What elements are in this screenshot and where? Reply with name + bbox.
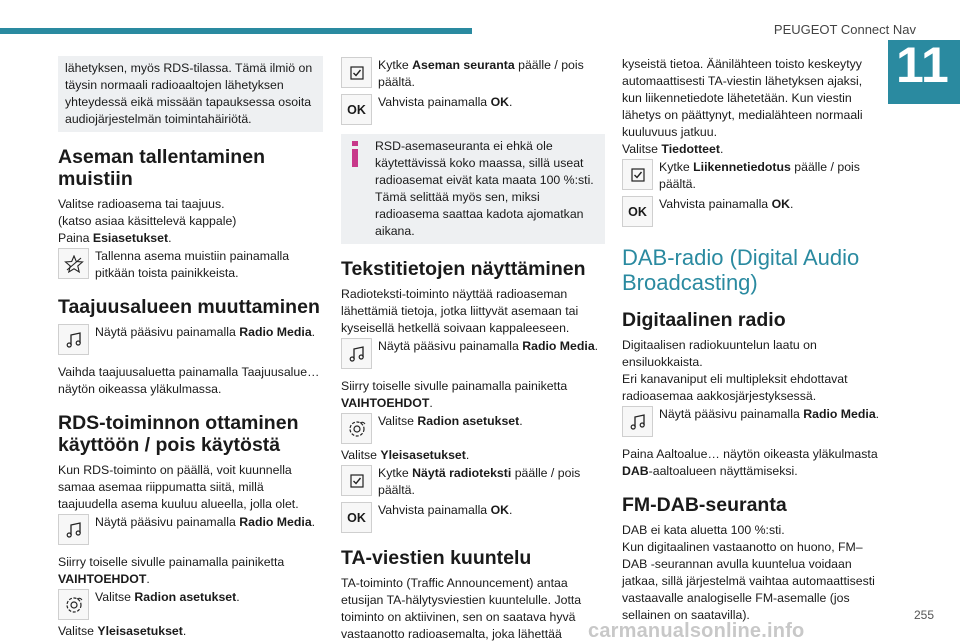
instruction-row	[58, 248, 323, 282]
paragraph: Valitse Tiedotteet.	[622, 142, 724, 156]
paragraph: Eri kanavaniput eli multipleksit ehdottavat radioasemaa aakkosjärjestyksessä.	[622, 372, 848, 403]
instruction-row	[58, 324, 323, 355]
instruction-row	[341, 502, 605, 533]
instruction-row	[341, 94, 605, 125]
toggle-icon	[622, 159, 653, 190]
ok-button-icon: OK	[341, 502, 372, 533]
instruction-text: Näytä pääsivu painamalla Radio Media.	[95, 515, 316, 529]
info-note-text: RSD-asemaseuranta ei ehkä ole käytettävissä koko maassa, sillä useat radioasemat eivät kata maata 100 %:sti. Tämä selittää myös sen, miksi radioasema saattaa kadota ajomatkan aikana.	[375, 139, 594, 238]
music-note-icon	[58, 514, 89, 545]
heading-dab-radio: DAB-radio (Digital Audio Broadcasting)	[622, 245, 860, 295]
paragraph: (katso asiaa käsittelevä kappale)	[58, 214, 237, 228]
heading-text-info: Tekstitietojen näyttäminen	[341, 258, 586, 280]
paragraph: DAB ei kata aluetta 100 %:sti.	[622, 523, 785, 537]
heading-rds: RDS-toiminnon ottaminen käyttöön / pois käytöstä	[58, 412, 299, 456]
instruction-text: Vahvista painamalla OK.	[659, 197, 794, 211]
music-note-icon	[622, 406, 653, 437]
info-note-box	[341, 134, 605, 244]
paragraph: TA-toiminto (Traffic Announcement) antaa etusijan TA-hälytysviestien kuuntelulle. Jotta toiminto on aktiivinen, sen on saatava hyvä vastaanotto radioasemalta, joka lähettää	[341, 576, 582, 641]
paragraph: kyseistä tietoa. Äänilähteen toisto keskeytyy automaattisesti TA-viestin lähetyksen ajaksi, kun liikennetiedote lähetetään. Kun viestin lähetys on päättynyt, medialähteen normaali kuuluvuus jatkuu.	[622, 57, 863, 139]
instruction-row	[58, 589, 323, 620]
radio-settings-icon	[58, 589, 89, 620]
watermark: carmanualsonline.info	[588, 620, 805, 642]
paragraph: Kun digitaalinen vastaanotto on huono, FM–DAB -seurannan avulla kuuntelua voidaan jatkaa, sillä järjestelmä vaihtaa automaattisesti vastaavalle analogiselle FM-asemalle (jos sellainen on saatavilla).	[622, 540, 875, 622]
instruction-row	[622, 159, 884, 193]
chapter-number: 11	[896, 37, 949, 93]
header-accent-bar	[0, 28, 472, 34]
paragraph: Paina Esiasetukset.	[58, 231, 172, 245]
paragraph: Paina Aaltoalue… näytön oikeasta yläkulmasta DAB-aaltoalueen näyttämiseksi.	[622, 447, 878, 478]
column-1	[58, 56, 323, 640]
ok-button-icon: OK	[341, 94, 372, 125]
heading-ta-messages: TA-viestien kuuntelu	[341, 547, 532, 569]
instruction-text: Kytke Näytä radioteksti päälle / pois päältä.	[378, 466, 581, 497]
instruction-text: Valitse Radion asetukset.	[378, 414, 523, 428]
music-note-icon	[341, 338, 372, 369]
toggle-icon	[341, 465, 372, 496]
paragraph: Radioteksti-toiminto näyttää radioaseman lähettämiä tietoja, jotka liittyvät asemaan tai kyseisellä hetkellä soivaan kappaleeseen.	[341, 287, 579, 335]
note-box	[58, 56, 323, 132]
star-save-icon	[58, 248, 89, 279]
note-text: lähetyksen, myös RDS-tilassa. Tämä ilmiö on täysin normaali radioaaltojen lähetyksen yhteydessä eikä missään tapauksessa osoita audiojärjestelmän toimintahäiriötä.	[65, 61, 313, 126]
instruction-text: Vahvista painamalla OK.	[378, 95, 513, 109]
heading-save-station: Aseman tallentaminen muistiin	[58, 146, 265, 190]
instruction-row	[622, 196, 884, 227]
instruction-text: Näytä pääsivu painamalla Radio Media.	[659, 407, 880, 421]
radio-settings-icon	[341, 413, 372, 444]
instruction-row	[341, 413, 605, 444]
instruction-text: Kytke Aseman seuranta päälle / pois päältä.	[378, 58, 584, 89]
instruction-text: Kytke Liikennetiedotus päälle / pois päältä.	[659, 160, 860, 191]
instruction-row	[622, 406, 884, 437]
instruction-text: Valitse Radion asetukset.	[95, 590, 240, 604]
heading-digital-radio: Digitaalinen radio	[622, 309, 786, 331]
heading-fm-dab: FM-DAB-seuranta	[622, 494, 787, 516]
instruction-text: Näytä pääsivu painamalla Radio Media.	[95, 325, 316, 339]
instruction-row	[341, 465, 605, 499]
info-icon	[347, 140, 363, 168]
header-title: PEUGEOT Connect Nav	[773, 22, 916, 37]
column-2	[341, 56, 605, 643]
instruction-text: Näytä pääsivu painamalla Radio Media.	[378, 339, 599, 353]
music-note-icon	[58, 324, 89, 355]
heading-change-band: Taajuusalueen muuttaminen	[58, 296, 320, 318]
instruction-text: Tallenna asema muistiin painamalla pitkään toista painikkeista.	[95, 249, 290, 280]
paragraph: Digitaalisen radiokuuntelun laatu on ensiluokkaista.	[622, 338, 817, 369]
column-3	[622, 56, 884, 624]
toggle-icon	[341, 57, 372, 88]
instruction-row	[341, 338, 605, 369]
paragraph: Valitse Yleisasetukset.	[58, 624, 187, 638]
paragraph: Vaihda taajuusaluetta painamalla Taajuusalue… näytön oikeassa yläkulmassa.	[58, 365, 320, 396]
paragraph: Siirry toiselle sivulle painamalla painiketta VAIHTOEHDOT.	[58, 555, 285, 586]
ok-button-icon: OK	[622, 196, 653, 227]
instruction-row	[341, 57, 605, 91]
paragraph: Valitse Yleisasetukset.	[341, 448, 470, 462]
page-number: 255	[913, 608, 934, 622]
instruction-text: Vahvista painamalla OK.	[378, 503, 513, 517]
instruction-row	[58, 514, 323, 545]
paragraph: Kun RDS-toiminto on päällä, voit kuunnella samaa asemaa riippumatta siitä, millä taajuudella asema kuuluu alueella, jolla olet.	[58, 463, 299, 511]
paragraph: Valitse radioasema tai taajuus.	[58, 197, 225, 211]
paragraph: Siirry toiselle sivulle painamalla painiketta VAIHTOEHDOT.	[341, 379, 568, 410]
